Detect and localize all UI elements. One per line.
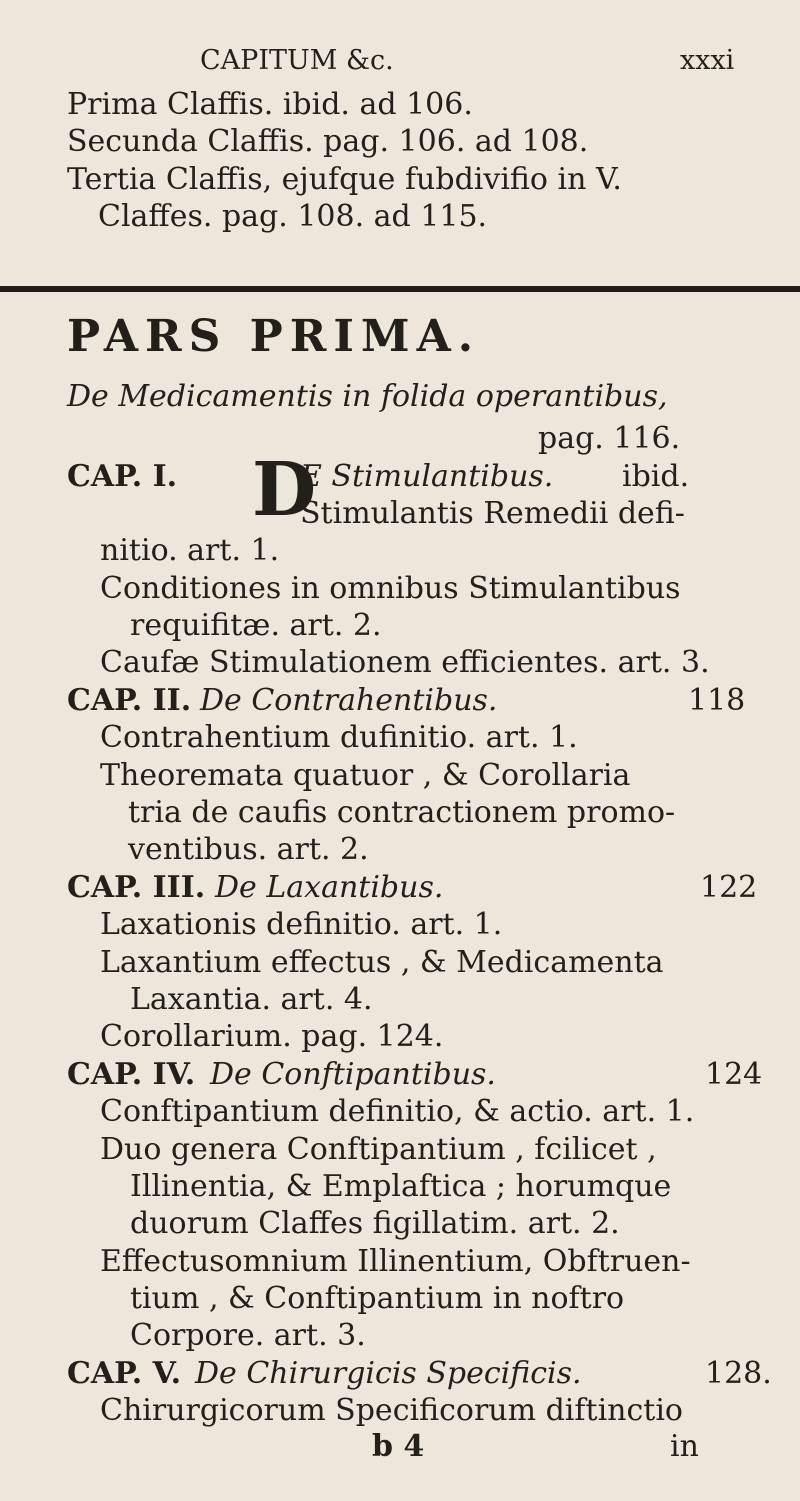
chapter-label: CAP. IV.: [67, 1057, 196, 1092]
chapter-page: 122: [700, 870, 758, 905]
chapter-title: De Chirurgicis Specificis.: [195, 1356, 582, 1391]
chapter-label: CAP. III.: [67, 870, 206, 905]
entry-line: Contrahentium dufinitio. art. 1.: [100, 720, 578, 755]
chapter-label: CAP. V.: [67, 1356, 182, 1391]
entry-line: Laxantia. art. 4.: [130, 982, 373, 1017]
entry-line: tium , & Conftipantium in noftro: [130, 1281, 625, 1316]
entry-line: tria de caufis contractionem promo-: [128, 795, 676, 830]
entry-line: Stimulantis Remedii defi-: [300, 496, 685, 531]
entry-line: duorum Claffes figillatim. art. 2.: [130, 1206, 620, 1241]
entry-line: Conditiones in omnibus Stimulantibus: [100, 571, 681, 606]
entry-line: Corollarium. pag. 124.: [100, 1019, 444, 1054]
entry-line: Caufæ Stimulationem efficientes. art. 3.: [100, 645, 710, 680]
entry-line: Theoremata quatuor , & Corollaria: [100, 758, 631, 793]
part-subtitle: De Medicamentis in folida operantibus,: [67, 379, 668, 414]
entry-line: Effectusomnium Illinentium, Obftruen-: [100, 1244, 691, 1279]
chapter-page: 128.: [705, 1356, 772, 1391]
entry-line: Chirurgicorum Specificorum diftinctio: [100, 1393, 683, 1428]
chapter-label: CAP. II.: [67, 683, 192, 718]
entry-line: nitio. art. 1.: [100, 533, 280, 568]
chapter-page: 118: [688, 683, 746, 718]
chapter-title: De Conftipantibus.: [210, 1057, 496, 1092]
page-numeral: xxxi: [680, 45, 735, 76]
drop-cap: D: [252, 447, 317, 533]
divider-rule: [0, 286, 800, 292]
intro-line: Claffes. pag. 108. ad 115.: [98, 199, 488, 234]
part-title: PARS PRIMA.: [67, 311, 481, 362]
chapter-page: 124: [705, 1057, 763, 1092]
intro-line: Prima Claffis. ibid. ad 106.: [67, 87, 473, 122]
running-title: CAPITUM &c.: [200, 45, 394, 76]
entry-line: Corpore. art. 3.: [130, 1318, 366, 1353]
chapter-title: De Laxantibus.: [215, 870, 444, 905]
entry-line: requifitæ. art. 2.: [130, 608, 382, 643]
entry-line: Conftipantium definitio, & actio. art. 1.: [100, 1094, 695, 1129]
entry-line: Laxantium effectus , & Medicamenta: [100, 945, 664, 980]
intro-line: Tertia Claffis, ejufque fubdivifio in V.: [67, 162, 622, 197]
intro-line: Secunda Claffis. pag. 106. ad 108.: [67, 124, 589, 159]
entry-line: Duo genera Conftipantium , fcilicet ,: [100, 1132, 657, 1167]
signature-mark: b 4: [372, 1429, 425, 1464]
chapter-title: E Stimulantibus.: [300, 459, 554, 494]
part-page: pag. 116.: [538, 421, 681, 456]
entry-line: Illinentia, & Emplaftica ; horumque: [130, 1169, 672, 1204]
entry-line: ventibus. art. 2.: [128, 832, 369, 867]
entry-line: Laxationis definitio. art. 1.: [100, 907, 503, 942]
catchword: in: [670, 1429, 699, 1464]
chapter-page: ibid.: [622, 459, 690, 494]
chapter-label: CAP. I.: [67, 459, 178, 494]
chapter-title: De Contrahentibus.: [200, 683, 498, 718]
